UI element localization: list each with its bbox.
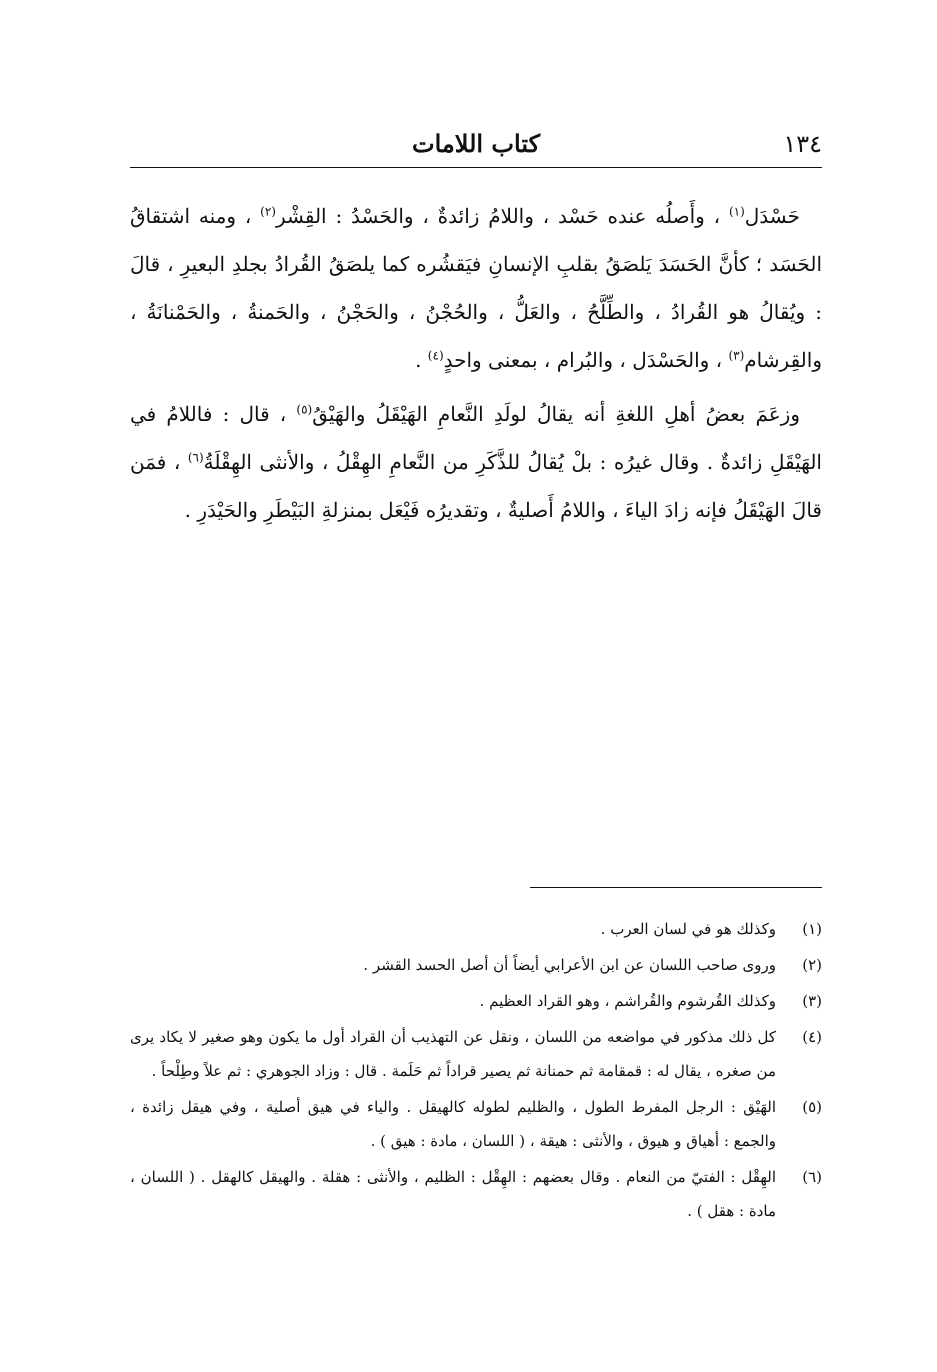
- footnote-number: (٢): [802, 956, 822, 974]
- paragraph-text: ، وأَصلُه عنده حَسْد ، واللامُ زائدةٌ ، والحَسْدُ : القِشْر: [275, 204, 729, 228]
- footnote-text: وكذلك القُرشوم والقُراشم ، وهو القراد العظيم .: [479, 992, 776, 1010]
- header-rule: [130, 167, 822, 168]
- footnote-text: الهَيْق : الرجل المفرط الطول ، والظليم لطوله كالهيقل . والياء في هيق أصلية ، وفي هيقل زائدة ، والجمع : أهياق و هيوق ، والأنثى : هيقة ، ( اللسان ، مادة : هيق ) .: [130, 1098, 776, 1150]
- footnotes: [130, 912, 822, 1230]
- paragraph-text: ، قال : فاللامُ في الهَيْقَلِ زائدةٌ . وقال غيرُه : بلْ يُقالُ للذَّكَرِ من النَّعامِ الهِقْلُ ، والأنثى الهِقْلَةُ: [130, 402, 822, 474]
- footnote-ref-5: (٥): [296, 402, 313, 417]
- footnote-1: [130, 912, 822, 946]
- footnote-number: (١): [802, 920, 822, 938]
- footnote-5: [130, 1090, 822, 1158]
- footnote-ref-6: (٦): [187, 450, 204, 465]
- footnote-rule: [530, 887, 822, 888]
- footnote-number: (٤): [802, 1028, 822, 1046]
- footnote-ref-1: (١): [728, 204, 745, 219]
- paragraph-2: [130, 390, 822, 534]
- footnote-2: [130, 948, 822, 982]
- footnote-number: (٥): [802, 1098, 822, 1116]
- footnote-text: كل ذلك مذكور في مواضعه من اللسان ، ونقل عن التهذيب أن القراد أول ما يكون وهو صغير لا يكاد يرى من صغره ، يقال له : قمقامة ثم حمنانة ثم يصير قراداً ثم حَلَمة . قال : وزاد الجوهري : ثم علاً وطِلْحاً .: [130, 1028, 776, 1080]
- running-title: كتاب اللامات: [412, 129, 540, 158]
- main-text: [130, 192, 822, 540]
- paragraph-text: وزعَمَ بعضُ أهلِ اللغةِ أنه يقالُ لولَدِ النَّعامِ الهَيْقَلُ والهَيْقُ: [312, 402, 801, 426]
- footnote-6: [130, 1160, 822, 1228]
- running-head: [130, 128, 822, 164]
- footnote-text: الهِقْل : الفتيّ من النعام . وقال بعضهم : الهِقْل : الظليم ، والأنثى : هقلة . والهيقل كالهقل . ( اللسان ، مادة : هقل ) .: [130, 1168, 776, 1220]
- footnote-ref-3: (٣): [728, 348, 745, 363]
- paragraph-1: [130, 192, 822, 384]
- footnote-text: وروى صاحب اللسان عن ابن الأعرابي أيضاً أن أصل الحسد القشر .: [363, 956, 776, 974]
- paragraph-text: ، فمَن قالَ الهَيْقَلُ فإنه زادَ الياءَ ، واللامُ أَصليةٌ ، وتقديرُه فَيْعَل بمنزلةِ البَيْطَرِ والحَيْدَرِ .: [130, 450, 822, 522]
- paragraph-text: حَسْدَل: [744, 204, 800, 228]
- paragraph-text: .: [415, 348, 428, 372]
- paragraph-text: ، ومنه اشتقاقُ الحَسَد ؛ كأنَّ الحَسَدَ يَلصَقُ بقلبِ الإنسانِ فيَقشُره كما يلصَقُ القُرادُ بجلدِ البعيرِ ، قالَ : ويُقالُ هو القُرادُ ، والطِّلَّحُ ، والعَلُّ ، والحُجْنُ ، والحَجْنُ ، والحَمنةُ ، والحَمْنانَةُ ، والقِرشام: [130, 204, 822, 372]
- footnote-number: (٣): [802, 992, 822, 1010]
- footnote-number: (٦): [802, 1168, 822, 1186]
- footnote-ref-4: (٤): [427, 348, 444, 363]
- page-number: ١٣٤: [783, 130, 822, 158]
- footnote-ref-2: (٢): [260, 204, 276, 219]
- footnote-text: وكذلك هو في لسان العرب .: [600, 920, 776, 938]
- paragraph-text: ، والحَسْدَل ، والبُرام ، بمعنى واحدٍ: [443, 348, 729, 372]
- footnote-3: [130, 984, 822, 1018]
- footnote-4: [130, 1020, 822, 1088]
